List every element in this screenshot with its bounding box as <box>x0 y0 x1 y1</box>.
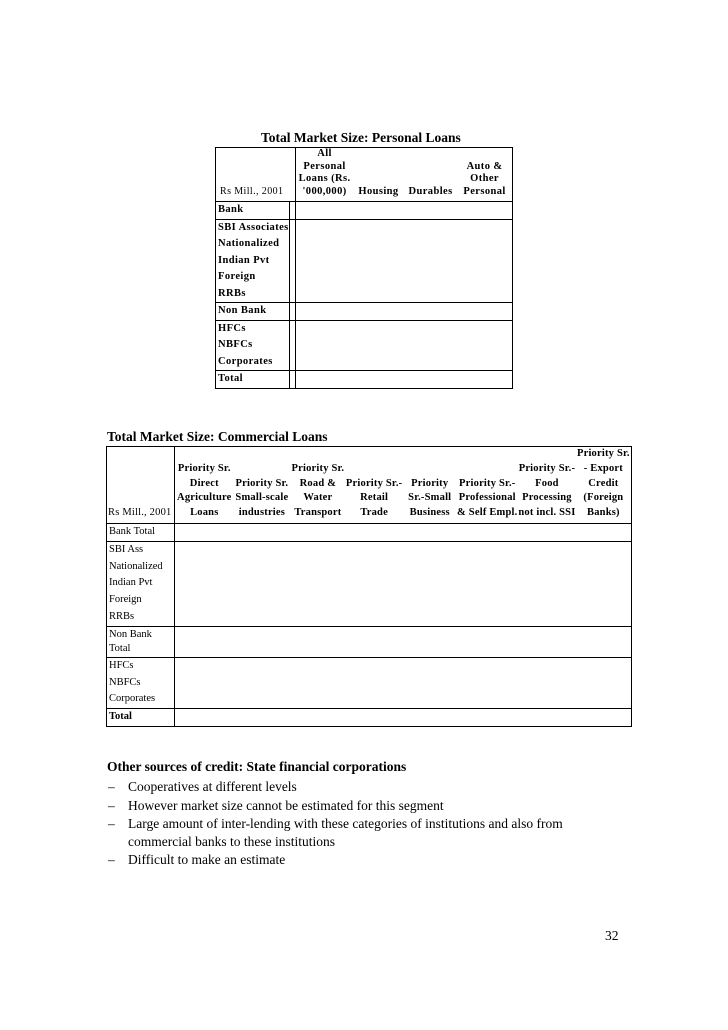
table-row <box>107 626 632 657</box>
list-item: – However market size cannot be estimated for this segment <box>108 797 444 813</box>
row-label: HFCs <box>216 320 290 337</box>
table-header-row <box>216 148 513 202</box>
dash-bullet: – <box>108 797 115 813</box>
table-row <box>107 523 632 541</box>
table-row <box>216 371 513 389</box>
list-item: – Large amount of inter-lending with these categories of institutions and also from commercial banks to these institutions <box>108 816 563 849</box>
table-row <box>107 657 632 674</box>
table-row <box>216 303 513 321</box>
table-row <box>107 709 632 727</box>
row-label: RRBs <box>107 609 175 626</box>
rs-label: Rs Mill., 2001 <box>220 185 284 197</box>
row-label: Nationalized <box>107 559 175 576</box>
header-small-business: Priority Sr.-Small Business <box>408 477 452 519</box>
row-label: Bank <box>216 202 290 220</box>
page-number: 32 <box>605 928 619 943</box>
row-label: Nationalized <box>218 238 280 249</box>
row-label: Indian Pvt <box>218 254 270 266</box>
row-label: NBFCs <box>218 339 253 350</box>
header-auto-other: Auto & Other Personal <box>463 160 506 197</box>
table-row <box>107 541 632 558</box>
row-label: Total <box>216 371 290 389</box>
row-label: Corporates <box>218 355 273 367</box>
table-row <box>216 320 513 337</box>
header-professional: Priority Sr.- Professional & Self Empl. <box>457 477 518 519</box>
header-all-personal: All Personal Loans (Rs. '000,000) <box>296 148 353 202</box>
personal-loans-title: Total Market Size: Personal Loans <box>261 130 461 145</box>
row-label: Corporates <box>107 691 175 708</box>
header-small-scale: Priority Sr. Small-scale industries <box>235 477 289 519</box>
header-retail-trade: Priority Sr.-Retail Trade <box>345 477 403 519</box>
dash-bullet: – <box>108 779 115 794</box>
list-item: – Difficult to make an estimate <box>108 852 286 867</box>
table-row <box>216 202 513 220</box>
dash-bullet: – <box>108 816 115 831</box>
commercial-loans-title: Total Market Size: Commercial Loans <box>107 429 328 444</box>
header-durables: Durables <box>408 185 453 197</box>
header-housing: Housing <box>358 185 399 197</box>
row-label: Foreign <box>107 592 175 609</box>
list-item: – Cooperatives at different levels <box>108 779 297 794</box>
row-label: Bank Total <box>107 523 175 541</box>
rs-label: Rs Mill., 2001 <box>107 447 175 524</box>
row-label: SBI Associates <box>216 219 290 236</box>
row-label: Total <box>107 709 175 727</box>
table-row <box>216 219 513 236</box>
header-road-water: Priority Sr. Road & Water Transport <box>291 462 345 519</box>
row-label: Non Bank <box>216 303 290 321</box>
bullet-list <box>108 778 628 870</box>
row-label: RRBs <box>218 287 246 299</box>
row-label: SBI Ass <box>107 541 175 558</box>
row-label: Indian Pvt <box>107 575 175 592</box>
other-sources-title: Other sources of credit: State financial corporations <box>107 759 407 774</box>
header-export-credit: Priority Sr. - Export Credit (Foreign Banks) <box>576 448 630 519</box>
commercial-loans-table <box>106 446 632 727</box>
header-food-processing: Priority Sr.-Food Processing not incl. SSI <box>518 462 576 519</box>
personal-loans-table <box>215 147 513 389</box>
row-label: NBFCs <box>107 675 175 692</box>
dash-bullet: – <box>108 852 115 867</box>
header-agriculture: Priority Sr. Direct Agriculture Loans <box>177 462 232 519</box>
row-label: Non Bank Total <box>107 626 175 657</box>
row-label: HFCs <box>107 657 175 674</box>
table-header-row <box>107 447 632 524</box>
row-label: Foreign <box>218 271 256 282</box>
